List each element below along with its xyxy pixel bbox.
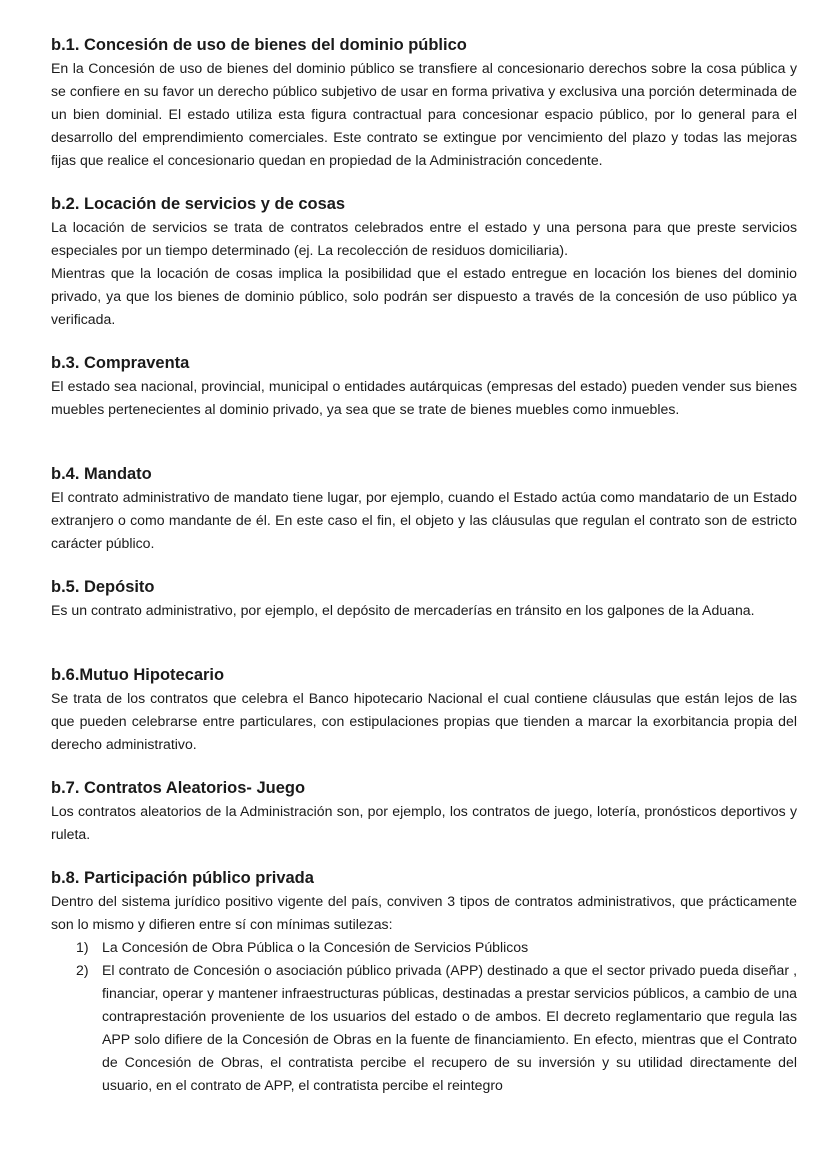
paragraph: En la Concesión de uso de bienes del dominio público se transfiere al concesionario derechos sobre la cosa pública y se confiere en su favor un derecho público subjetivo de usar en forma privativa y exclusiva una porción determinada de un bien dominial. El estado utiliza esta figura contractual para concesionar espacio público, por lo general para el desarrollo del emprendimiento comerciales. Este contrato se extingue por vencimiento del plazo y todas las mejoras fijas que realice el concesionario quedan en propiedad de la Administración concedente. — [51, 60, 797, 168]
section-b5 — [51, 576, 797, 622]
paragraph: Los contratos aleatorios de la Administración son, por ejemplo, los contratos de juego, lotería, pronósticos deportivos y ruleta. — [51, 803, 797, 842]
section-title: b.1. Concesión de uso de bienes del dominio público — [51, 36, 467, 54]
paragraph: La locación de servicios se trata de contratos celebrados entre el estado y una persona para que preste servicios especiales por un tiempo determinado (ej. La recolección de residuos domiciliaria). — [51, 219, 797, 258]
section-b2 — [51, 193, 797, 331]
paragraph: El contrato administrativo de mandato tiene lugar, por ejemplo, cuando el Estado actúa como mandatario de un Estado extranjero o como mandante de él. En este caso el fin, el objeto y las cláusulas que regulan el contrato son de estricto carácter público. — [51, 489, 797, 551]
section-title: b.4. Mandato — [51, 465, 152, 483]
section-title: b.8. Participación público privada — [51, 869, 314, 887]
section-b6 — [51, 664, 797, 756]
paragraph: Mientras que la locación de cosas implica la posibilidad que el estado entregue en locación los bienes del dominio privado, ya que los bienes de dominio público, solo podrán ser dispuesto a través de la concesión de uso público ya verificada. — [51, 265, 797, 327]
section-b1 — [51, 34, 797, 172]
section-b3 — [51, 352, 797, 421]
section-b7 — [51, 777, 797, 846]
paragraph: Dentro del sistema jurídico positivo vigente del país, conviven 3 tipos de contratos administrativos, que prácticamente son lo mismo y difieren entre sí con mínimas sutilezas: — [51, 893, 797, 932]
list-item — [76, 936, 797, 959]
list-item-text: La Concesión de Obra Pública o la Concesión de Servicios Públicos — [102, 939, 529, 955]
document-page — [51, 34, 797, 1097]
list-item-text: El contrato de Concesión o asociación público privada (APP) destinado a que el sector privado pueda diseñar , financiar, operar y mantener infraestructuras públicas, destinadas a prestar servicios públicos, a cambio de una contraprestación proveniente de los usuarios del estado o de ambos. El decreto reglamentario que regula las APP solo difiere de la Concesión de Obras en la fuente de financiamiento. En efecto, mientras que el Contrato de Concesión de Obras, el contratista percibe el recupero de su inversión y su utilidad directamente del usuario, en el contrato de APP, el contratista percibe el reintegro — [102, 962, 797, 1093]
list-item — [76, 959, 797, 1097]
section-title: b.5. Depósito — [51, 578, 155, 596]
list-item-number: 2) — [76, 962, 89, 978]
section-title: b.6.Mutuo Hipotecario — [51, 666, 225, 684]
section-title: b.3. Compraventa — [51, 354, 190, 372]
section-b8 — [51, 867, 797, 1097]
numbered-list — [51, 936, 797, 1097]
paragraph: Es un contrato administrativo, por ejemplo, el depósito de mercaderías en tránsito en los galpones de la Aduana. — [51, 602, 755, 618]
list-item-number: 1) — [76, 939, 89, 955]
paragraph: Se trata de los contratos que celebra el Banco hipotecario Nacional el cual contiene cláusulas que están lejos de las que pueden celebrarse entre particulares, con estipulaciones propias que tienden a marcar la exorbitancia propia del derecho administrativo. — [51, 690, 797, 752]
section-title: b.7. Contratos Aleatorios- Juego — [51, 779, 306, 797]
section-title: b.2. Locación de servicios y de cosas — [51, 195, 346, 213]
paragraph: El estado sea nacional, provincial, municipal o entidades autárquicas (empresas del estado) pueden vender sus bienes muebles pertenecientes al dominio privado, ya sea que se trate de bienes muebles como inmuebles. — [51, 378, 797, 417]
section-b4 — [51, 463, 797, 555]
